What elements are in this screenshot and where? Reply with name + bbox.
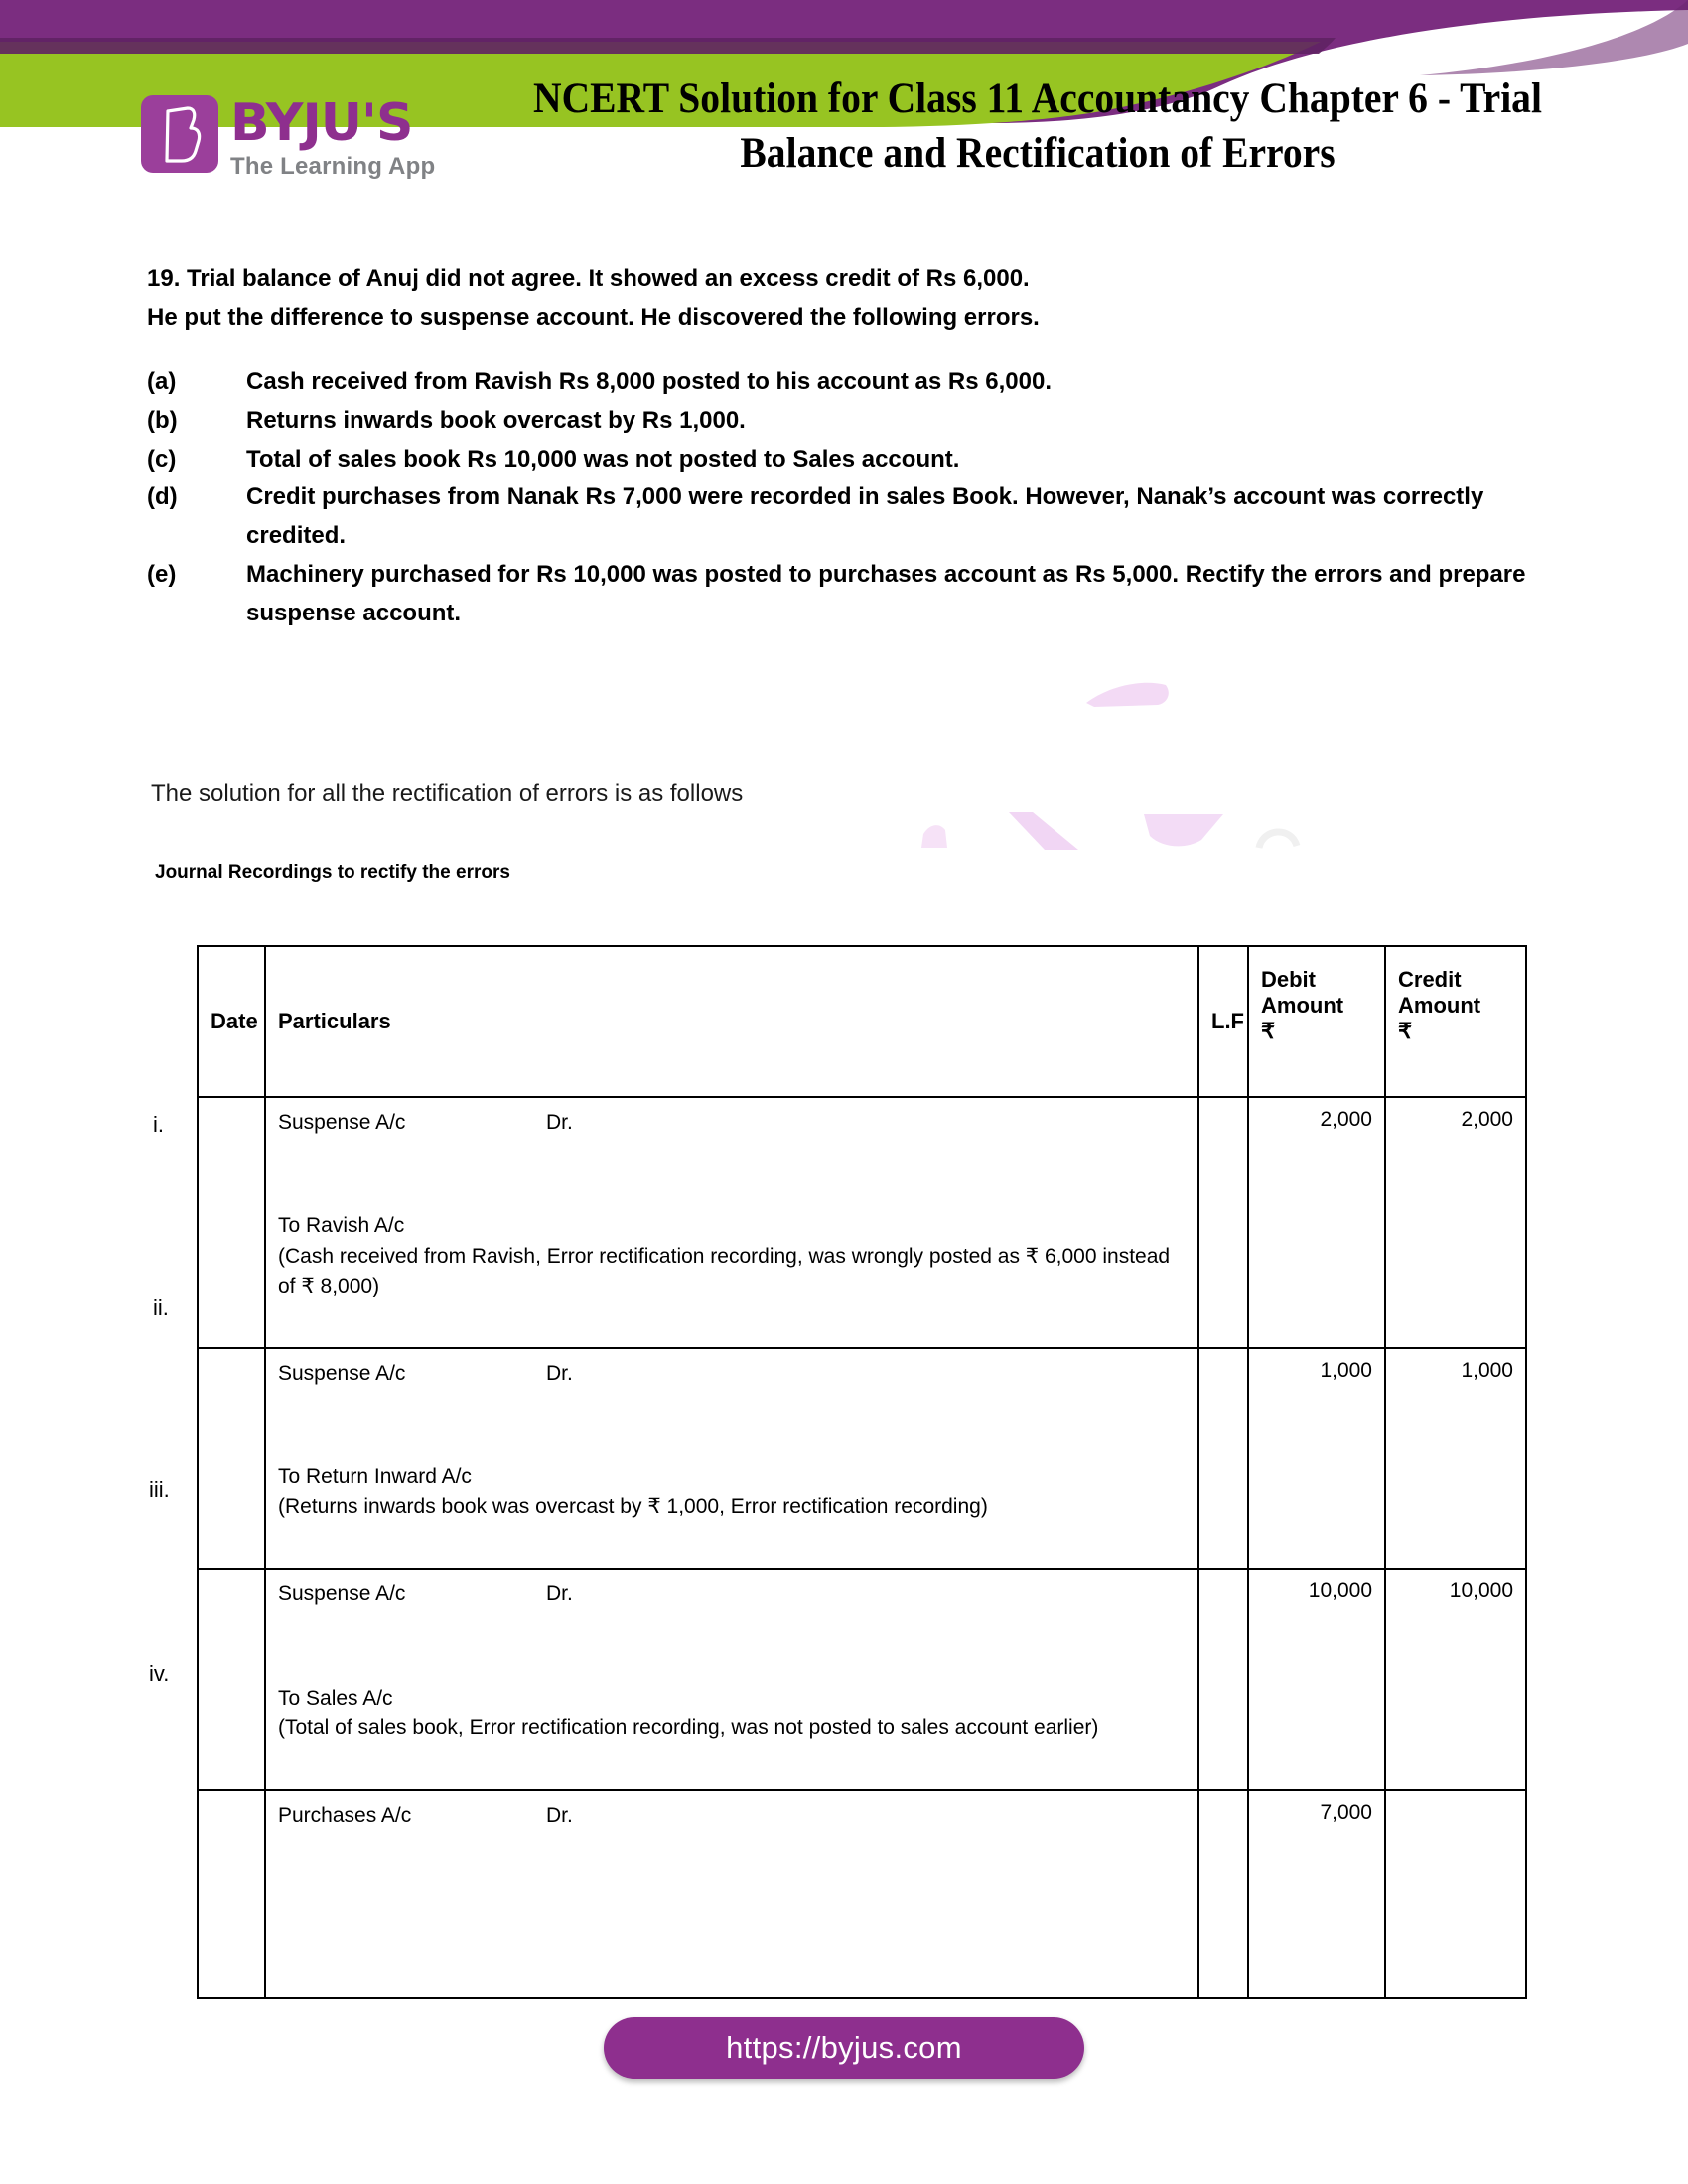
byjus-wordmark: BYJU'S	[230, 93, 413, 153]
question-item-d	[147, 478, 1557, 556]
question-item-b-text: Returns inwards book overcast by Rs 1,000.	[246, 406, 746, 434]
question-intro-line-1: 19. Trial balance of Anuj did not agree. It showed an excess credit of Rs 6,000.	[147, 265, 1030, 292]
table-row	[198, 1348, 1526, 1570]
watermark-shapes-icon	[874, 655, 1331, 884]
question-item-c-text: Total of sales book Rs 10,000 was not posted to Sales account.	[246, 445, 960, 473]
table-row	[198, 1790, 1526, 1998]
table-row	[198, 1569, 1526, 1790]
entry-tail-i	[278, 1301, 1186, 1337]
debit-entry-i	[278, 1108, 1186, 1138]
byjus-logo	[141, 95, 435, 179]
debit-entry-iii	[278, 1579, 1186, 1609]
debit-account-i: Suspense A/c	[278, 1111, 406, 1134]
debit-marker-iv: Dr.	[546, 1803, 573, 1827]
question-intro-line-2: He put the difference to suspense account. He discovered the following errors.	[147, 303, 1040, 331]
cell-date-i	[198, 1097, 265, 1348]
row-index-iii: iii.	[149, 1477, 170, 1502]
cell-credit-amount-ii: 1,000	[1385, 1348, 1526, 1570]
cell-credit-amount-i: 2,000	[1385, 1097, 1526, 1348]
page-title	[467, 71, 1609, 181]
entry-gap-iii	[278, 1610, 1186, 1684]
journal-table-body	[198, 1097, 1526, 1998]
column-header-date: Date	[198, 946, 265, 1097]
column-header-lf: L.F	[1198, 946, 1248, 1097]
column-header-debit-amount	[1248, 946, 1385, 1097]
background-watermark	[874, 655, 1331, 884]
credit-account-iii: To Sales A/c	[278, 1686, 393, 1709]
question-item-a-label: (a)	[147, 367, 177, 395]
cell-lf-iv	[1198, 1790, 1248, 1998]
cell-credit-amount-iii: 10,000	[1385, 1569, 1526, 1790]
journal-entries-table	[197, 945, 1527, 1999]
credit-header-line-1: Credit	[1398, 967, 1462, 992]
cell-lf-iii	[1198, 1569, 1248, 1790]
credit-header-currency: ₹	[1398, 1018, 1412, 1043]
byjus-tagline: The Learning App	[230, 153, 436, 180]
cell-particulars-ii	[265, 1348, 1198, 1570]
cell-date-ii	[198, 1348, 265, 1570]
row-index-i: i.	[153, 1112, 164, 1137]
question-item-d-label: (d)	[147, 483, 178, 511]
debit-account-ii: Suspense A/c	[278, 1361, 406, 1385]
question-item-a-text: Cash received from Ravish Rs 8,000 posted to his account as Rs 6,000.	[246, 367, 1052, 395]
row-index-iv: iv.	[149, 1661, 170, 1686]
cell-debit-amount-iii: 10,000	[1248, 1569, 1385, 1790]
question-item-c-label: (c)	[147, 445, 177, 473]
cell-lf-ii	[1198, 1348, 1248, 1570]
question-item-c	[147, 441, 1557, 479]
question-item-e-text: Machinery purchased for Rs 10,000 was posted to purchases account as Rs 5,000. Rectify the errors and prepare suspense account.	[246, 561, 1526, 626]
journal-table-caption: Journal Recordings to rectify the errors	[155, 862, 510, 883]
question-block	[147, 260, 1557, 633]
entry-tail-iii	[278, 1743, 1186, 1779]
narration-iii: (Total of sales book, Error rectification recording, was not posted to sales account earlier)	[278, 1716, 1099, 1740]
debit-marker-iii: Dr.	[546, 1582, 573, 1606]
narration-ii: (Returns inwards book was overcast by ₹ 1,000, Error rectification recording)	[278, 1495, 988, 1519]
byjus-url-label: https://byjus.com	[726, 2030, 962, 2065]
cell-credit-amount-iv	[1385, 1790, 1526, 1998]
credit-account-i: To Ravish A/c	[278, 1214, 405, 1238]
debit-header-currency: ₹	[1261, 1018, 1275, 1043]
cell-debit-amount-ii: 1,000	[1248, 1348, 1385, 1570]
question-item-e-label: (e)	[147, 561, 177, 589]
cell-date-iii	[198, 1569, 265, 1790]
question-item-b	[147, 402, 1557, 441]
debit-header-line-2: Amount	[1261, 992, 1344, 1018]
row-index-ii: ii.	[153, 1296, 169, 1320]
cell-particulars-iii	[265, 1569, 1198, 1790]
table-row	[198, 1097, 1526, 1348]
question-item-e	[147, 556, 1557, 633]
cell-lf-i	[1198, 1097, 1248, 1348]
credit-header-line-2: Amount	[1398, 992, 1481, 1018]
cell-date-iv	[198, 1790, 265, 1998]
debit-account-iii: Suspense A/c	[278, 1582, 406, 1606]
byjus-logo-mark	[141, 95, 218, 173]
column-header-particulars: Particulars	[265, 946, 1198, 1097]
cell-debit-amount-iv: 7,000	[1248, 1790, 1385, 1998]
debit-account-iv: Purchases A/c	[278, 1803, 412, 1827]
debit-entry-ii	[278, 1359, 1186, 1389]
entry-tail-ii	[278, 1522, 1186, 1558]
question-item-a	[147, 363, 1557, 402]
journal-table-head	[198, 946, 1526, 1097]
debit-header-line-1: Debit	[1261, 967, 1316, 992]
solution-lead-in: The solution for all the rectification of errors is as follows	[151, 780, 744, 807]
cell-particulars-i	[265, 1097, 1198, 1348]
byjus-logo-text	[230, 95, 435, 179]
journal-header-row	[198, 946, 1526, 1097]
debit-marker-ii: Dr.	[546, 1361, 573, 1385]
entry-gap-i	[278, 1138, 1186, 1211]
cell-particulars-iv	[265, 1790, 1198, 1998]
question-item-b-label: (b)	[147, 406, 178, 434]
debit-entry-iv	[278, 1801, 1186, 1831]
cell-debit-amount-i: 2,000	[1248, 1097, 1385, 1348]
page-title-line-1: NCERT Solution for Class 11 Accountancy Chapter 6 - Trial	[533, 75, 1542, 122]
credit-account-ii: To Return Inward A/c	[278, 1464, 472, 1488]
column-header-credit-amount	[1385, 946, 1526, 1097]
narration-i: (Cash received from Ravish, Error rectification recording, was wrongly posted as ₹ 6,000 instead of ₹ 8,000)	[278, 1244, 1171, 1297]
question-spacer	[147, 338, 1557, 363]
question-item-d-text: Credit purchases from Nanak Rs 7,000 were recorded in sales Book. However, Nanak’s account was correctly credited.	[246, 483, 1484, 550]
page-title-line-2: Balance and Rectification of Errors	[740, 130, 1336, 178]
byjus-b-glyph-icon	[141, 95, 218, 173]
entry-gap-ii	[278, 1389, 1186, 1462]
debit-marker-i: Dr.	[546, 1111, 573, 1134]
byjus-url-button[interactable]	[604, 2017, 1084, 2079]
